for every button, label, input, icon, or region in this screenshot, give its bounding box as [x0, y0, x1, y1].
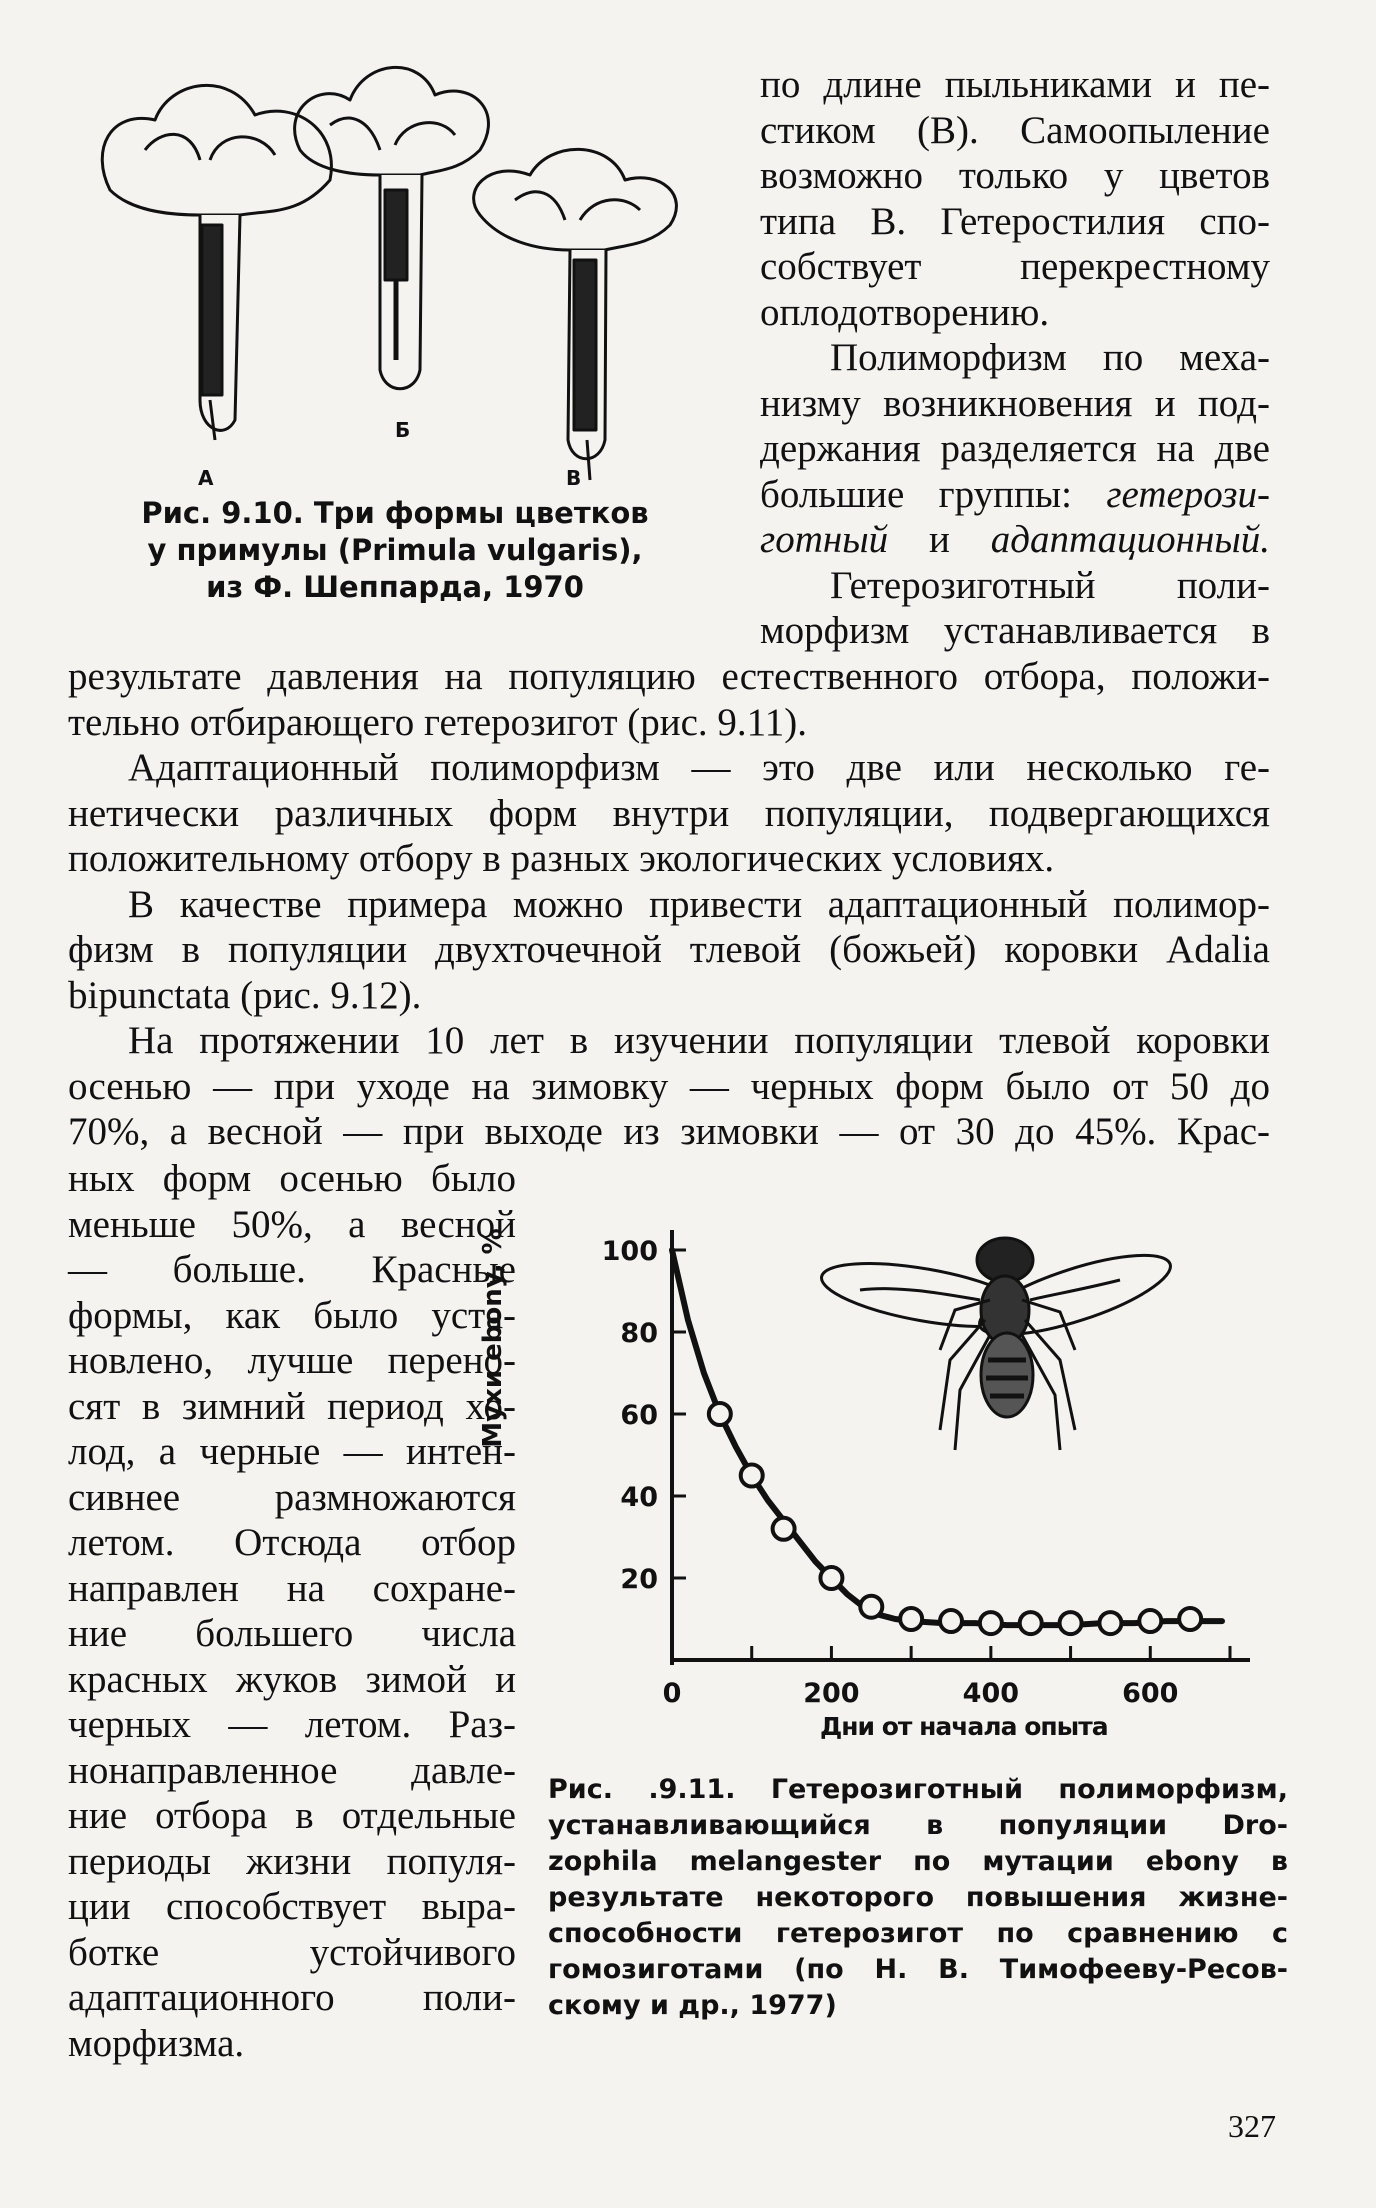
data-point [1099, 1612, 1121, 1634]
flower-v-label: В [566, 466, 582, 490]
figure-9-10-caption [110, 495, 680, 606]
caption-line: результате некоторого повышения жизне- [548, 1882, 1288, 1913]
caption-line: из Ф. Шеппарда, 1970 [206, 570, 584, 604]
flower-b [295, 67, 489, 388]
caption-line: Рис. .9.11. Гетерозиготный полиморфизм, [548, 1774, 1288, 1805]
term-heterozygous: гетерози- [1106, 472, 1270, 516]
left-column-text [68, 1156, 516, 2066]
right-column-top [760, 62, 1270, 654]
text-line: адаптационного поли- [68, 1976, 516, 2019]
data-point [1139, 1610, 1161, 1632]
text-line: стиком (В). Самоопыление [760, 108, 1270, 152]
text-line: ние отбора в отдельные [68, 1794, 516, 1837]
text-line: тельно отбирающего гетерозигот (рис. 9.11). [68, 700, 807, 744]
y-tick-label: 40 [620, 1482, 658, 1513]
text-line: морфизма. [68, 2021, 245, 2065]
text-line: ние большего числа [68, 1612, 516, 1655]
text-line: физм в популяции двухточечной тлевой (божьей) коровки Adalia [68, 928, 1270, 971]
text-line: Адаптационный полиморфизм — это две или несколько ге- [128, 746, 1270, 789]
text-fragment: большие группы: [760, 472, 1107, 516]
text-line: На протяжении 10 лет в изучении популяции тлевой коровки [128, 1019, 1270, 1062]
text-line: типа В. Гетеростилия спо- [760, 199, 1270, 243]
fly-illustration [817, 1238, 1178, 1450]
data-point [741, 1465, 763, 1487]
text-line: возможно только у цветов [760, 154, 1270, 197]
x-tick-label: 0 [662, 1678, 682, 1709]
caption-line: устанавливающийся в популяции Dro- [548, 1810, 1288, 1841]
text-line [760, 517, 1270, 563]
text-line: периоды жизни популя- [68, 1839, 516, 1883]
text-line: низму возникновения и под- [760, 381, 1270, 425]
text-line: красных жуков зимой и [68, 1657, 516, 1701]
text-fragment: и [888, 518, 991, 561]
text-line: В качестве примера можно привести адаптационный полимор- [128, 882, 1270, 926]
data-point [940, 1610, 962, 1632]
text-line: нонаправленное давле- [68, 1748, 516, 1792]
y-axis-label: Мухи ebony, % [478, 1228, 508, 1448]
text-line: собствует перекрестному [760, 245, 1270, 288]
text-line: новлено, лучше перено- [68, 1339, 516, 1382]
text-line: морфизм устанавливается в [760, 609, 1270, 652]
text-line: летом. Отсюда отбор [68, 1521, 516, 1564]
text-line: Гетерозиготный поли- [830, 563, 1270, 607]
text-line: осенью — при уходе на зимовку — черных форм было от 50 до [68, 1064, 1270, 1108]
caption-line: у примулы (Primula vulgaris), [147, 533, 643, 567]
y-tick-label: 20 [620, 1564, 658, 1595]
data-point [900, 1608, 922, 1630]
text-line: держания разделяется на две [760, 427, 1270, 470]
flower-a-label: А [198, 466, 214, 490]
caption-line: zophila melangester по мутации ebony в [548, 1846, 1288, 1877]
text-line: ботке устойчивого [68, 1930, 516, 1974]
text-line: черных — летом. Раз- [68, 1703, 516, 1746]
caption-line: скому и др., 1977) [548, 1990, 837, 2021]
data-point [860, 1596, 882, 1618]
y-tick-label: 60 [620, 1400, 658, 1431]
text-line: bipunctata (рис. 9.12). [68, 973, 422, 1017]
text-line: 70%, а весной — при выходе из зимовки — от 30 до 45%. Крас- [68, 1110, 1270, 1153]
full-width-text [68, 654, 1270, 1155]
text-line: ции способствует выра- [68, 1885, 516, 1928]
data-point [1179, 1608, 1201, 1630]
flower-b-label: Б [395, 418, 411, 442]
page-number: 327 [1228, 2108, 1276, 2144]
caption-line: способности гетерозигот по сравнению с [548, 1918, 1288, 1949]
text-line: оплодотворению. [760, 290, 1050, 334]
text-line: нетически различных форм внутри популяции, подвергающихся [68, 791, 1270, 835]
term-heterozygous-cont: готный [760, 518, 889, 561]
data-point [1020, 1612, 1042, 1634]
text-line [760, 472, 1270, 518]
x-tick-label: 200 [803, 1678, 860, 1709]
text-line: результате давления на популяцию естественного отбора, положи- [68, 655, 1270, 698]
ebony-chart [560, 1200, 1280, 1760]
x-tick-label: 600 [1122, 1678, 1179, 1709]
text-line: ных форм осенью было [68, 1157, 516, 1200]
text-line: по длине пыльниками и пе- [760, 63, 1270, 106]
x-tick-label: 400 [962, 1678, 1020, 1709]
term-adaptive: адаптационный. [990, 518, 1270, 561]
figure-9-11-caption [548, 1772, 1288, 2024]
data-point [709, 1403, 731, 1425]
text-line: меньше 50%, а весной [68, 1202, 516, 1246]
text-line: Полиморфизм по меха- [830, 336, 1270, 379]
caption-line: гомозиготами (по Н. В. Тимофееву-Ресов- [548, 1954, 1288, 1985]
flower-c [474, 149, 677, 480]
data-point [820, 1567, 842, 1589]
text-line: — больше. Красные [68, 1248, 516, 1291]
text-line: формы, как было уста- [68, 1293, 516, 1337]
text-line: направлен на сохране- [68, 1566, 516, 1610]
caption-line: Рис. 9.10. Три формы цветков [141, 496, 649, 530]
x-axis-label: Дни от начала опыта [820, 1712, 1108, 1741]
text-line: лод, а черные — интен- [68, 1430, 516, 1473]
y-tick-label: 80 [620, 1318, 658, 1349]
data-point [1060, 1612, 1082, 1634]
text-line: сят в зимний период хо- [68, 1384, 516, 1428]
data-point [773, 1518, 795, 1540]
data-point [980, 1612, 1002, 1634]
text-line: сивнее размножаются [68, 1475, 516, 1519]
text-line: положительному отбору в разных экологических условиях. [68, 837, 1055, 880]
y-tick-label: 100 [601, 1236, 658, 1267]
